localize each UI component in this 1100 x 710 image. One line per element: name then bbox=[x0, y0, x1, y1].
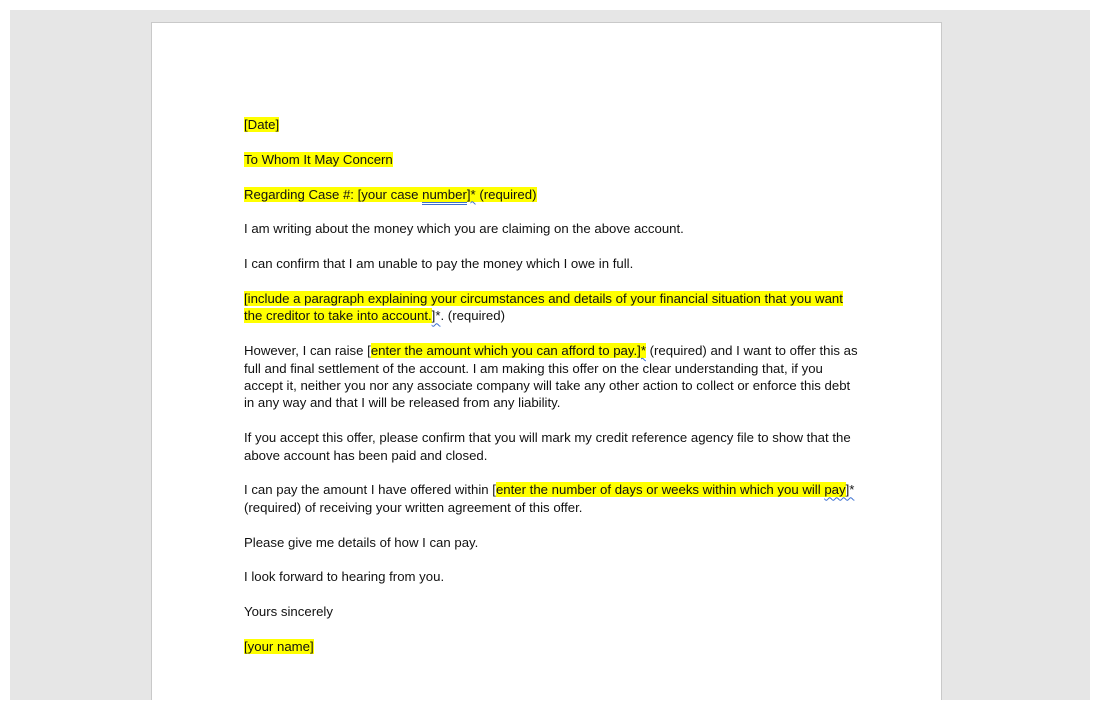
closing-line[interactable]: Yours sincerely bbox=[244, 604, 333, 620]
paragraph-look-forward[interactable]: I look forward to hearing from you. bbox=[244, 569, 445, 585]
circumstances-bracket[interactable]: ]* bbox=[431, 308, 441, 324]
paragraph-payment-period[interactable] bbox=[244, 481, 864, 516]
period-tail: (required) of receiving your written agreement of this offer. bbox=[244, 499, 583, 515]
case-prefix: Regarding Case #: [your case bbox=[244, 186, 423, 202]
paragraph-claim[interactable]: I am writing about the money which you are claiming on the above account. bbox=[244, 221, 684, 237]
case-required: (required) bbox=[475, 186, 537, 202]
case-highlight[interactable] bbox=[244, 187, 537, 202]
offer-lead: However, I can raise [ bbox=[244, 343, 371, 359]
signature-line[interactable] bbox=[244, 638, 864, 655]
paragraph-credit-reference[interactable]: If you accept this offer, please confirm that you will mark my credit reference agency file to show that the above account has been paid and closed. bbox=[244, 430, 851, 463]
name-placeholder[interactable]: [your name] bbox=[244, 639, 314, 654]
salutation-text[interactable]: To Whom It May Concern bbox=[244, 151, 393, 167]
paragraph-payment-details[interactable]: Please give me details of how I can pay. bbox=[244, 534, 479, 550]
period-pay-word[interactable]: pay bbox=[824, 482, 846, 498]
date-line[interactable] bbox=[244, 116, 864, 133]
case-number-word[interactable]: number bbox=[422, 187, 467, 205]
period-bracket[interactable]: ]* bbox=[845, 482, 855, 498]
circumstances-placeholder[interactable]: [include a paragraph explaining your circumstances and details of your financial situation that you want the creditor to take into account. bbox=[244, 290, 843, 324]
document-workspace bbox=[10, 10, 1090, 700]
circumstances-required: . (required) bbox=[440, 308, 505, 324]
document-page[interactable] bbox=[151, 22, 942, 700]
salutation-line[interactable] bbox=[244, 151, 864, 168]
case-bracket[interactable]: ]* bbox=[466, 186, 476, 202]
period-text: enter the number of days or weeks within which you will bbox=[495, 482, 825, 498]
offer-tail: (required) and I want to offer this as full and final settlement of the account. I am making this offer on the clear understanding that, if you accept it, neither you nor any associate company will take any other action to collect or enforce this debt in any way and that I will be released from any liability. bbox=[244, 343, 858, 411]
period-lead: I can pay the amount I have offered within [ bbox=[244, 482, 496, 498]
offer-amount-placeholder[interactable] bbox=[371, 343, 646, 358]
letter-body[interactable] bbox=[244, 116, 864, 673]
paragraph-unable-to-pay[interactable]: I can confirm that I am unable to pay the money which I owe in full. bbox=[244, 256, 634, 272]
offer-amount-text: enter the amount which you can afford to pay. bbox=[370, 343, 638, 359]
paragraph-offer[interactable] bbox=[244, 342, 864, 412]
period-placeholder[interactable] bbox=[496, 482, 846, 497]
offer-bracket[interactable]: ]* bbox=[637, 343, 646, 359]
date-placeholder[interactable]: [Date] bbox=[244, 117, 280, 132]
paragraph-circumstances[interactable] bbox=[244, 290, 864, 325]
case-line[interactable] bbox=[244, 186, 864, 203]
